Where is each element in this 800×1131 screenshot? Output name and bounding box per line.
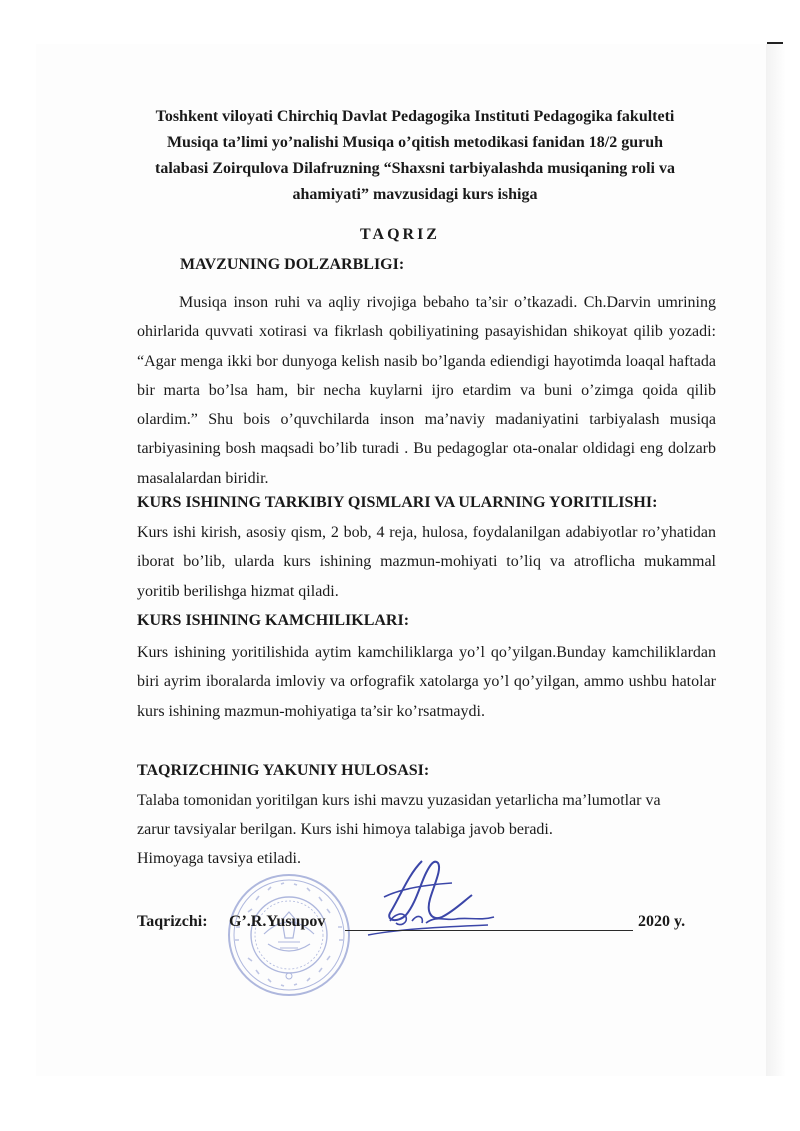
reviewer-label: Taqrizchi: xyxy=(137,913,208,930)
header-line-3: talabasi Zoirqulova Dilafruzning “Shaxsni tarbiyalashda musiqaning roli va xyxy=(155,160,675,177)
section-text-dolzarblik: Musiqa inson ruhi va aqliy rivojiga bebaho ta’sir o’tkazadi. Ch.Darvin umrining ohirlarida quvvati xotirasi va fikrlash qobiliyatining pasayishidan shikoyat qilib yozadi: “Agar menga ikki bor dunyoga kelish nasib bo’lganda ediendigi hayotimda loaqal haftada bir marta bo’lsa ham, bir necha kuylarni ijro etardim va buni o’zimga qoida qilib olardim.” Shu bois o’quvchilarda inson ma’naviy madaniyatini tarbiyalash musiqa tarbiyasining bosh maqsadi bo’lib turadi . Bu pedagoglar ota-onalar oldidagi eng dolzarb masalalardan biridir. xyxy=(137,294,716,487)
section-heading-dolzarblik: MAVZUNING DOLZARBLIGI: xyxy=(180,256,405,273)
header-line-4: ahamiyati” mavzusidagi kurs ishiga xyxy=(292,186,538,203)
document-header xyxy=(130,104,700,208)
conclusion-line-2: zarur tavsiyalar berilgan. Kurs ishi himoya talabiga javob beradi. xyxy=(137,821,553,838)
header-line-1: Toshkent viloyati Chirchiq Davlat Pedagogika Instituti Pedagogika fakulteti xyxy=(155,108,675,125)
page-edge-shadow xyxy=(766,44,786,1076)
document-title: TAQRIZ xyxy=(360,226,440,243)
reviewer-name: G’.R.Yusupov xyxy=(229,913,326,930)
signature-year: 2020 y. xyxy=(638,913,686,930)
conclusion-line-3: Himoyaga tavsiya etiladi. xyxy=(137,850,301,867)
round-seal-stamp xyxy=(226,872,352,998)
section-text-tarkib: Kurs ishi kirish, asosiy qism, 2 bob, 4 reja, hulosa, foydalanilgan adabiyotlar ro’yhatidan iborat bo’lib, ularda kurs ishining mazmun-mohiyati to’liq va atroflicha mukammal yoritib berilishga hizmat qiladi. xyxy=(137,524,716,600)
header-line-2: Musiqa ta’limi yo’nalishi Musiqa o’qitish metodikasi fanidan 18/2 guruh xyxy=(166,134,664,151)
signature-line xyxy=(345,930,633,931)
section-text-kamchilik: Kurs ishining yoritilishida aytim kamchiliklarga yo’l qo’yilgan.Bunday kamchiliklardan biri ayrim iboralarda imloviy va orfografik xatolarga yo’l qo’yilgan, ammo ushbu hatolar kurs ishining mazmun-mohiyatiga ta’sir ko’rsatmaydi. xyxy=(137,644,716,720)
conclusion-line-1: Talaba tomonidan yoritilgan kurs ishi mavzu yuzasidan yetarlicha ma’lumotlar va xyxy=(137,792,661,809)
scan-edge-mark xyxy=(767,42,783,44)
section-heading-tarkib: KURS ISHINING TARKIBIY QISMLARI VA ULARNING YORITILISHI: xyxy=(137,494,658,511)
section-heading-xulosa: TAQRIZCHINIG YAKUNIY HULOSASI: xyxy=(137,762,430,779)
handwritten-signature xyxy=(360,855,500,937)
section-heading-kamchilik: KURS ISHINING KAMCHILIKLARI: xyxy=(137,612,410,629)
